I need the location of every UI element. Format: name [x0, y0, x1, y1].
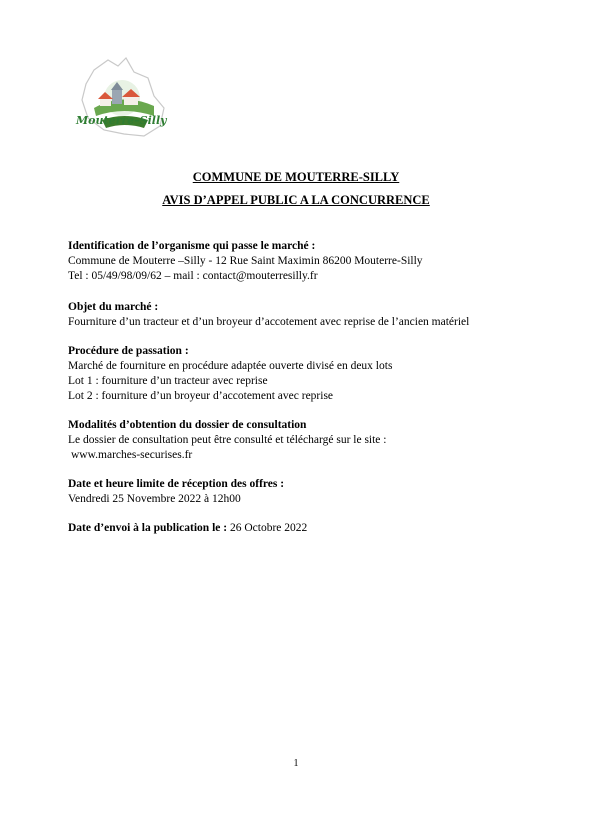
section-modalites [68, 418, 387, 463]
section-line: Marché de fourniture en procédure adaptée ouverte divisé en deux lots [68, 360, 393, 372]
section-line: Fourniture d’un tracteur et d’un broyeur d’accotement avec reprise de l’ancien matériel [68, 316, 470, 328]
page-number: 1 [293, 758, 299, 769]
publication-date: 26 Octobre 2022 [227, 522, 308, 534]
notice-title: AVIS D’APPEL PUBLIC A LA CONCURRENCE [162, 193, 430, 207]
commune-logo [74, 56, 174, 140]
section-heading: Identification de l’organisme qui passe le marché : [68, 240, 316, 252]
section-heading: Date d’envoi à la publication le : [68, 522, 228, 534]
section-envoi [68, 521, 307, 536]
commune-title: COMMUNE DE MOUTERRE-SILLY [192, 170, 400, 184]
website-link[interactable]: www.marches-securises.fr [71, 449, 193, 461]
section-identification [68, 239, 423, 284]
logo-wordmark: Mouterre–Silly [76, 114, 167, 127]
section-line: Lot 2 : fourniture d’un broyeur d’accotement avec reprise [68, 390, 334, 402]
section-procedure [68, 344, 392, 404]
section-heading: Procédure de passation : [68, 345, 189, 357]
logo-illustration [74, 56, 174, 140]
section-line: Vendredi 25 Novembre 2022 à 12h00 [68, 493, 241, 505]
section-line: Lot 1 : fourniture d’un tracteur avec reprise [68, 375, 268, 387]
section-line: Tel : 05/49/98/09/62 – mail : contact@mouterresilly.fr [68, 270, 318, 282]
section-heading: Date et heure limite de réception des offres : [68, 478, 285, 490]
section-heading: Objet du marché : [68, 301, 159, 313]
section-objet [68, 300, 469, 330]
section-date-limite [68, 477, 284, 507]
section-line: Commune de Mouterre –Silly - 12 Rue Saint Maximin 86200 Mouterre-Silly [68, 255, 423, 267]
section-line: Le dossier de consultation peut être consulté et téléchargé sur le site : [68, 434, 387, 446]
section-heading: Modalités d’obtention du dossier de consultation [68, 419, 307, 431]
